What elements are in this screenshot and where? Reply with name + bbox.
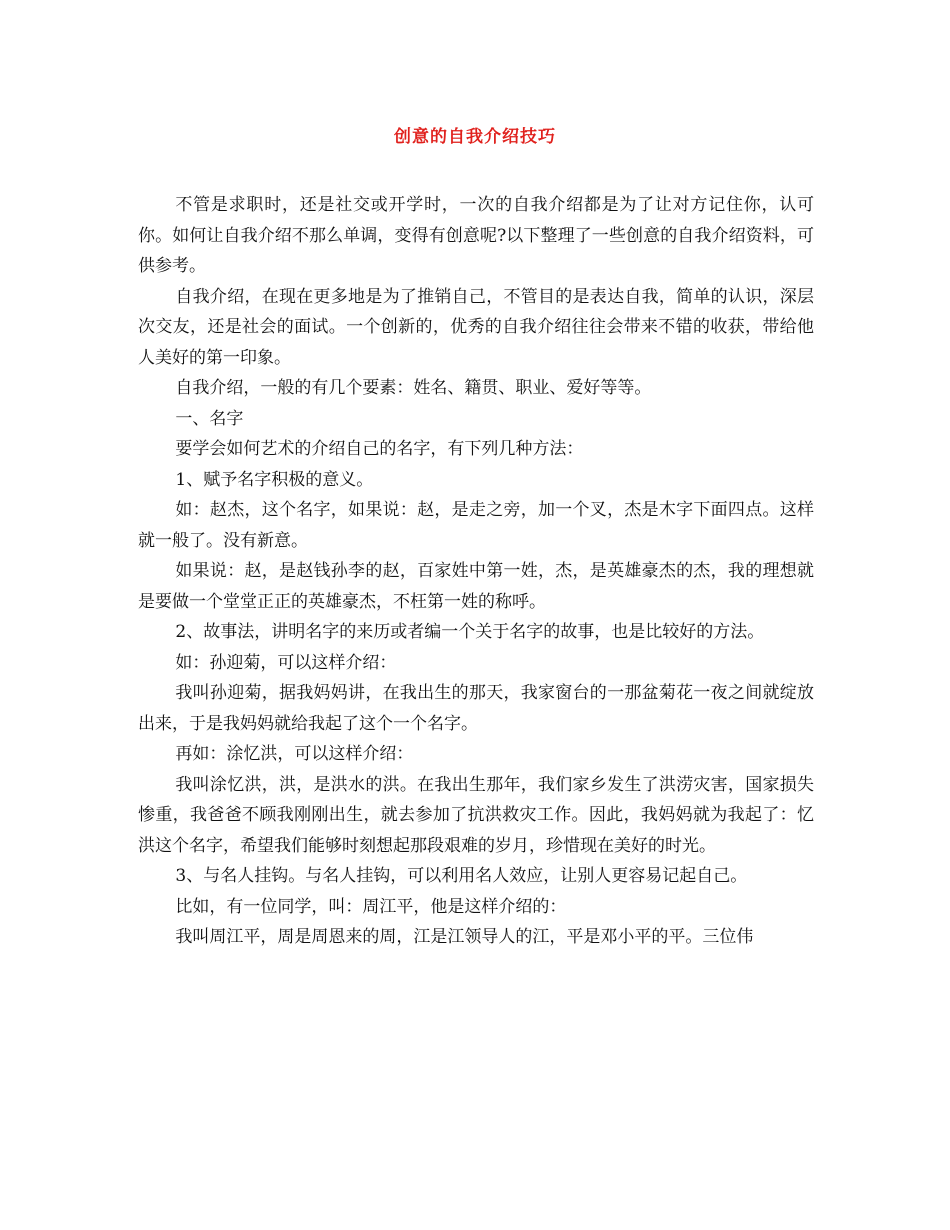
paragraph: 如：赵杰，这个名字，如果说：赵，是走之旁，加一个叉，杰是木字下面四点。这样就一般了。没有新意。 <box>138 500 814 551</box>
paragraph: 比如，有一位同学，叫：周江平，他是这样介绍的： <box>175 896 567 917</box>
paragraph: 再如：涂忆洪，可以这样介绍： <box>175 744 414 764</box>
paragraph: 我叫孙迎菊，据我妈妈讲，在我出生的那天，我家窗台的一那盆菊花一夜之间就绽放出来，于是我妈妈就给我起了这个一个名字。 <box>138 683 814 734</box>
paragraph: 自我介绍，一般的有几个要素：姓名、籍贯、职业、爱好等等。 <box>175 378 652 398</box>
paragraph: 我叫周江平，周是周恩来的周，江是江领导人的江，平是邓小平的平。三位伟 <box>175 927 754 947</box>
paragraph: 我叫涂忆洪，洪，是洪水的洪。在我出生那年，我们家乡发生了洪涝灾害，国家损失惨重，我爸爸不顾我刚刚出生，就去参加了抗洪救灾工作。因此，我妈妈就为我起了：忆洪这个名字，希望我们能够时刻想起那段艰难的岁月，珍惜现在美好的时光。 <box>138 774 814 856</box>
document-title: 创意的自我介绍技巧 <box>394 127 556 147</box>
paragraph: 2、故事法，讲明名字的来历或者编一个关于名字的故事，也是比较好的方法。 <box>175 622 765 642</box>
paragraph: 如果说：赵，是赵钱孙李的赵，百家姓中第一姓，杰，是英雄豪杰的杰，我的理想就是要做一个堂堂正正的英雄豪杰，不枉第一姓的称呼。 <box>138 561 814 612</box>
paragraph: 自我介绍，在现在更多地是为了推销自己，不管目的是表达自我，简单的认识，深层次交友，还是社会的面试。一个创新的，优秀的自我介绍往往会带来不错的收获，带给他人美好的第一印象。 <box>138 286 814 368</box>
paragraph: 不管是求职时，还是社交或开学时，一次的自我介绍都是为了让对方记住你，认可你。如何让自我介绍不那么单调，变得有创意呢?以下整理了一些创意的自我介绍资料，可供参考。 <box>138 195 814 276</box>
paragraph: 1、赋予名字积极的意义。 <box>175 469 374 490</box>
paragraph: 如：孙迎菊，可以这样介绍： <box>175 652 397 673</box>
paragraph: 3、与名人挂钩。与名人挂钩，可以利用名人效应，让别人更容易记起自己。 <box>175 866 748 886</box>
section-heading: 一、名字 <box>175 408 244 429</box>
paragraph: 要学会如何艺术的介绍自己的名字，有下列几种方法： <box>175 439 584 459</box>
document-body <box>138 190 814 953</box>
